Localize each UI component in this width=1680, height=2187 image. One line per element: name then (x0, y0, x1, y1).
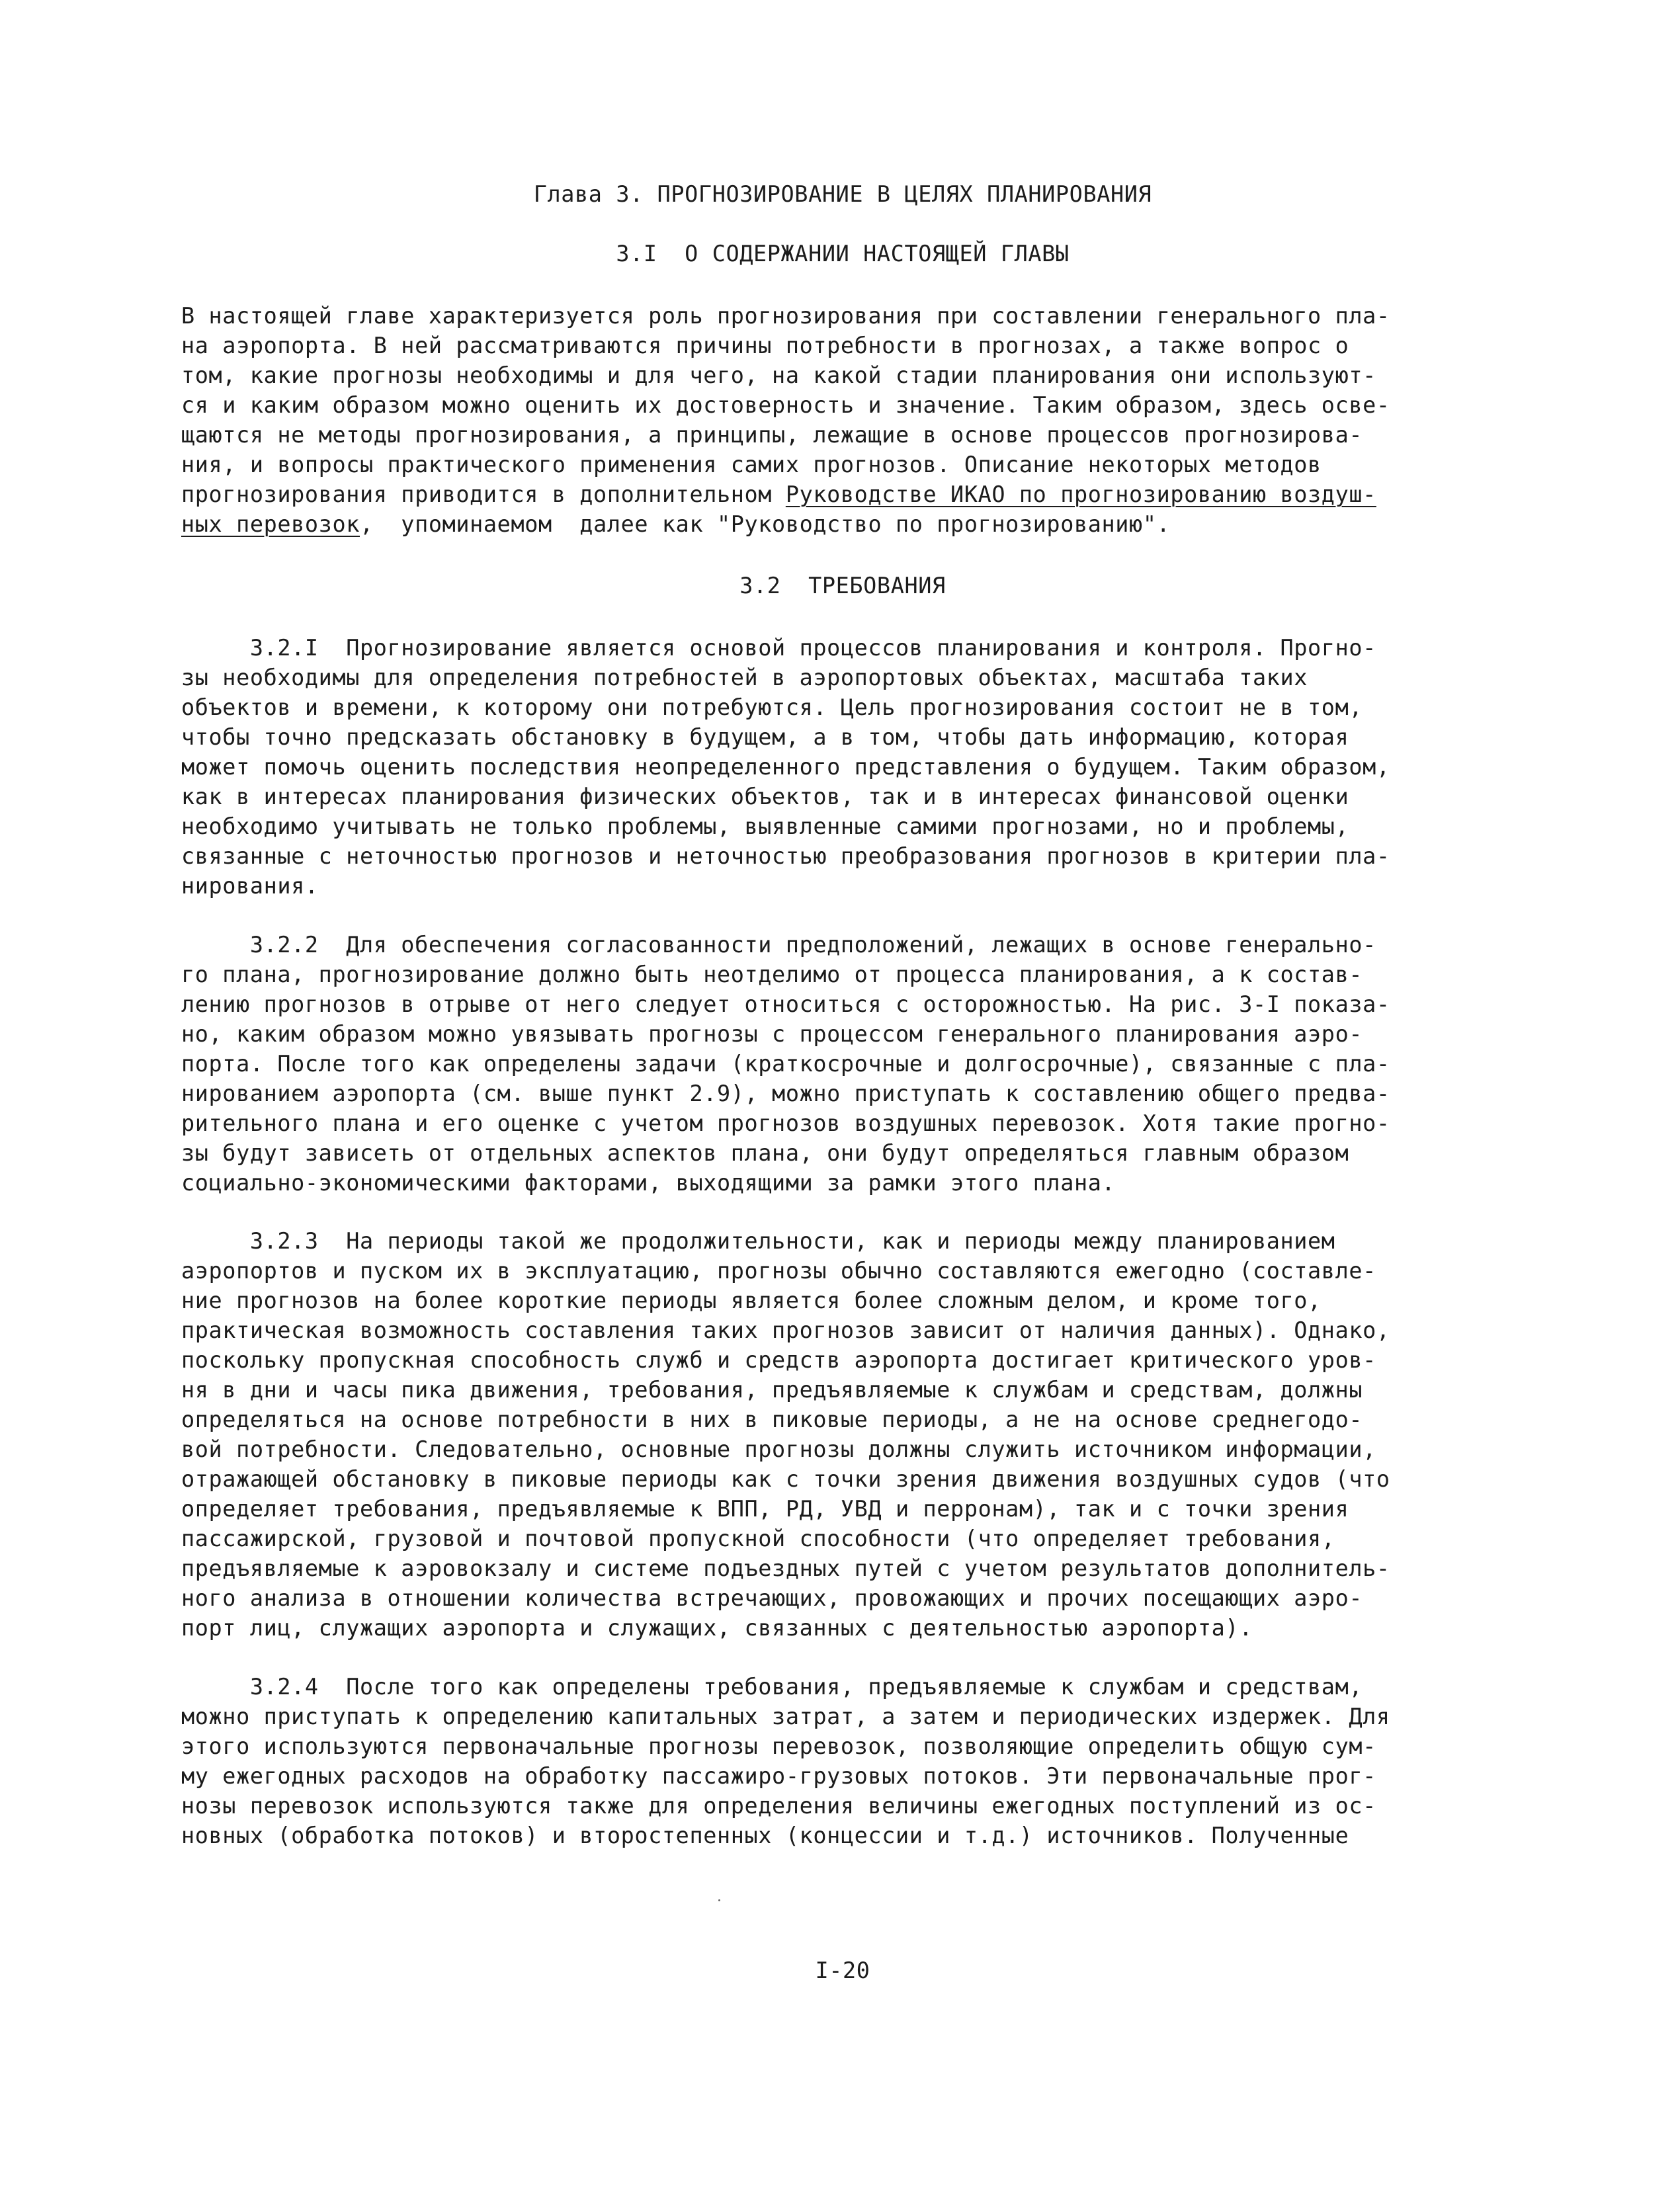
text-line: на аэропорта. В ней рассматриваются причины потребности в прогнозах, а также вопрос о (181, 333, 1349, 358)
text-line: нирования. (181, 873, 319, 899)
text-line: ние прогнозов на более короткие периоды является более сложным делом, и кроме того, (181, 1288, 1322, 1313)
text-line: связанные с неточностью прогнозов и неточностью преобразования прогнозов в критерии пла- (181, 843, 1390, 869)
text-line: практическая возможность составления таких прогнозов зависит от наличия данных). Однако, (181, 1317, 1390, 1343)
text-line: 3.2.2 Для обеспечения согласованности предположений, лежащих в основе генерально- (181, 932, 1376, 958)
text-line: аэропортов и пуском их в эксплуатацию, прогнозы обычно составляются ежегодно (составле- (181, 1258, 1376, 1284)
text-line: 3.2.4 После того как определены требования, предъявляемые к службам и средствам, (181, 1674, 1363, 1700)
text-line: му ежегодных расходов на обработку пассажиро-грузовых потоков. Эти первоначальные прог- (181, 1763, 1376, 1789)
text-segment: , упоминаемом далее как "Руководство по прогнозированию". (360, 511, 1171, 537)
text-line: порта. После того как определены задачи (краткосрочные и долгосрочные), связанные с пла- (181, 1051, 1390, 1077)
text-line: щаются не методы прогнозирования, а принципы, лежащие в основе процессов прогнозирова- (181, 422, 1363, 448)
text-line: вой потребности. Следовательно, основные прогнозы должны служить источником информации, (181, 1436, 1376, 1462)
text-line (181, 510, 1170, 539)
text-line: определяет требования, предъявляемые к ВПП, РД, УВД и перронам), так и с точки зрения (181, 1496, 1349, 1522)
page-number: I-20 (815, 1958, 870, 1983)
text-line: рительного плана и его оценке с учетом прогнозов воздушных перевозок. Хотя такие прогно- (181, 1110, 1390, 1136)
text-line: необходимо учитывать не только проблемы, выявленные самими прогнозами, но и проблемы, (181, 813, 1349, 839)
text-line: объектов и времени, к которому они потребуются. Цель прогнозирования состоит не в том, (181, 694, 1363, 720)
document-page (181, 0, 1504, 2187)
section-3-2-heading: 3.2 ТРЕБОВАНИЯ (739, 573, 946, 598)
text-segment: прогнозирования приводится в дополнительном (181, 481, 786, 507)
text-line: ния, и вопросы практического применения самих прогнозов. Описание некоторых методов (181, 452, 1322, 477)
text-line: ного анализа в отношении количества встречающих, провожающих и прочих посещающих аэро- (181, 1585, 1363, 1611)
text-line: том, какие прогнозы необходимы и для чего, на какой стадии планирования они используют- (181, 362, 1376, 388)
text-line: отражающей обстановку в пиковые периоды как с точки зрения движения воздушных судов (что (181, 1466, 1390, 1492)
text-line: поскольку пропускная способность служб и средств аэропорта достигает критического уров- (181, 1347, 1376, 1373)
text-line: можно приступать к определению капитальных затрат, а затем и периодических издержек. Для (181, 1704, 1390, 1729)
text-line: ня в дни и часы пика движения, требования, предъявляемые к службам и средствам, должны (181, 1377, 1363, 1403)
text-line: определяться на основе потребности в них в пиковые периоды, а не на основе среднегодо- (181, 1407, 1363, 1432)
text-line: может помочь оценить последствия неопределенного представления о будущем. Таким образом, (181, 754, 1390, 780)
manual-reference-underlined-cont: ных перевозок (181, 511, 360, 537)
text-line: этого используются первоначальные прогнозы перевозок, позволяющие определить общую сум- (181, 1733, 1376, 1759)
text-line (181, 480, 1376, 509)
text-line: порт лиц, служащих аэропорта и служащих, связанных с деятельностью аэропорта). (181, 1615, 1253, 1641)
text-line: зы необходимы для определения потребностей в аэропортовых объектах, масштаба таких (181, 665, 1308, 690)
text-line: предъявляемые к аэровокзалу и системе подъездных путей с учетом результатов дополнитель- (181, 1555, 1390, 1581)
scan-speck (718, 1899, 720, 1901)
text-line: го плана, прогнозирование должно быть неотделимо от процесса планирования, а к состав- (181, 962, 1363, 987)
text-line: зы будут зависеть от отдельных аспектов плана, они будут определяться главным образом (181, 1140, 1349, 1166)
text-line: но, каким образом можно увязывать прогнозы с процессом генерального планирования аэро- (181, 1021, 1363, 1047)
text-line: В настоящей главе характеризуется роль прогнозирования при составлении генерального пла- (181, 303, 1390, 329)
text-line: нозы перевозок используются также для определения величины ежегодных поступлений из ос- (181, 1793, 1376, 1819)
text-line: лению прогнозов в отрыве от него следует относиться с осторожностью. На рис. 3-I показа- (181, 991, 1390, 1017)
text-line: новных (обработка потоков) и второстепенных (концессии и т.д.) источников. Полученные (181, 1823, 1349, 1848)
text-line: 3.2.3 На периоды такой же продолжительности, как и периоды между планированием (181, 1228, 1335, 1254)
section-3-1-heading: 3.I О СОДЕРЖАНИИ НАСТОЯЩЕЙ ГЛАВЫ (616, 241, 1070, 267)
chapter-title: Глава 3. ПРОГНОЗИРОВАНИЕ В ЦЕЛЯХ ПЛАНИРОВАНИЯ (533, 181, 1152, 207)
text-line: ся и каким образом можно оценить их достоверность и значение. Таким образом, здесь осве- (181, 392, 1390, 418)
text-line: чтобы точно предсказать обстановку в будущем, а в том, чтобы дать информацию, которая (181, 724, 1349, 750)
text-line: нированием аэропорта (см. выше пункт 2.9), можно приступать к составлению общего предва- (181, 1081, 1390, 1106)
text-line: пассажирской, грузовой и почтовой пропускной способности (что определяет требования, (181, 1526, 1335, 1551)
text-line: социально-экономическими факторами, выходящими за рамки этого плана. (181, 1170, 1116, 1196)
text-line: 3.2.I Прогнозирование является основой процессов планирования и контроля. Прогно- (181, 635, 1376, 661)
text-line: как в интересах планирования физических объектов, так и в интересах финансовой оценки (181, 784, 1349, 809)
manual-reference-underlined: Руководстве ИКАО по прогнозированию воздуш- (785, 481, 1376, 507)
